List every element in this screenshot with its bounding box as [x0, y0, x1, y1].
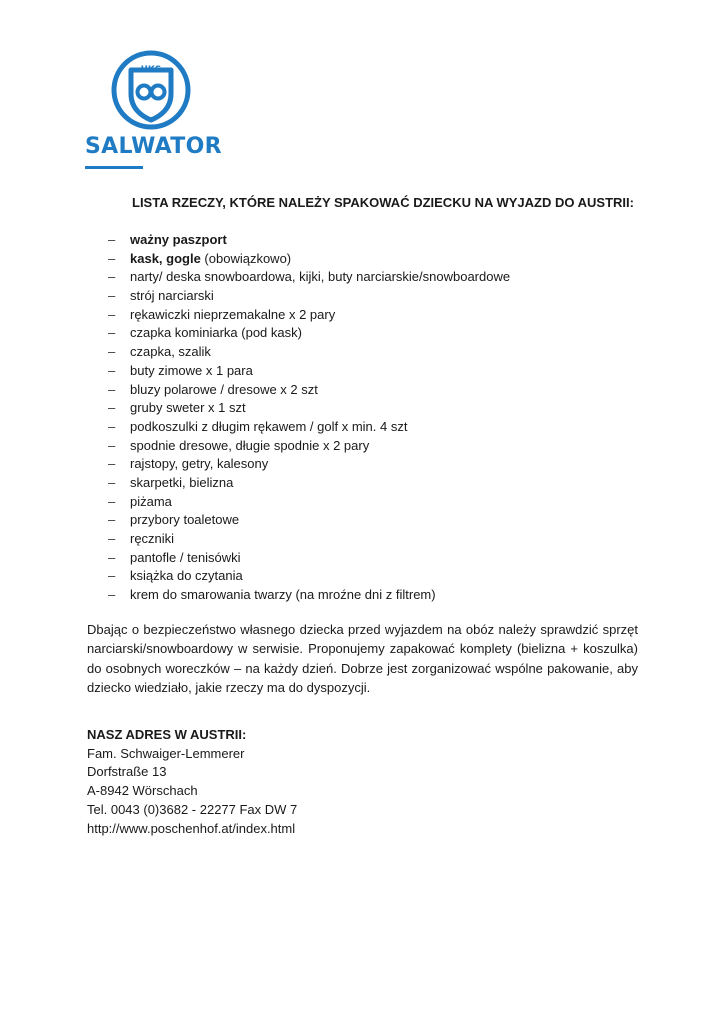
list-item — [108, 231, 510, 250]
bullet-dash: – — [108, 568, 116, 584]
list-item-text: buty zimowe x 1 para — [130, 362, 253, 378]
address-line: Dorfstraße 13 — [87, 764, 167, 780]
club-logo — [85, 50, 222, 172]
bullet-dash: – — [108, 549, 116, 565]
list-item-text: spodnie dresowe, długie spodnie x 2 pary — [130, 437, 370, 453]
address-link[interactable]: http://www.poschenhof.at/index.html — [87, 820, 296, 836]
list-item — [108, 586, 510, 605]
list-item — [108, 287, 510, 306]
list-item-text: gruby sweter x 1 szt — [130, 400, 246, 416]
address-heading: NASZ ADRES W AUSTRII: — [87, 727, 247, 742]
bullet-dash: – — [108, 531, 116, 546]
list-item-text: czapka kominiarka (pod kask) — [130, 325, 302, 341]
bullet-dash: – — [108, 306, 116, 322]
list-item — [108, 511, 510, 530]
badge-text: UKS — [140, 65, 162, 75]
bullet-dash: – — [108, 456, 116, 472]
bullet-dash: – — [108, 493, 116, 509]
list-item — [108, 381, 510, 400]
list-item-text: strój narciarski — [130, 288, 214, 304]
list-item-text: krem do smarowania twarzy (na mroźne dni z filtrem) — [130, 587, 436, 603]
list-item — [108, 437, 510, 456]
list-item-text: ręczniki — [130, 531, 175, 546]
bullet-dash: – — [108, 474, 116, 490]
bullet-dash: – — [108, 325, 116, 341]
list-item — [108, 493, 510, 512]
address-block — [87, 726, 297, 838]
packing-list — [108, 231, 510, 605]
bullet-dash: – — [108, 250, 116, 266]
bullet-dash: – — [108, 512, 116, 528]
bullet-dash: – — [108, 587, 116, 603]
list-item-text: podkoszulki z długim rękawem / golf x min. 4 szt — [130, 418, 408, 434]
list-item-bold: kask, gogle — [130, 250, 201, 266]
bullet-dash: – — [108, 400, 116, 416]
bullet-dash: – — [108, 344, 116, 360]
list-item-text: pantofle / tenisówki — [130, 549, 241, 565]
info-paragraph: Dbając o bezpieczeństwo własnego dziecka przed wyjazdem na obóz należy sprawdzić sprzęt narciarski/snowboardowy w serwisie. Proponujemy zapakować komplety (bielizna + koszulka) do osobnych woreczków – na każdy dzień. Dobrze jest zorganizować wspólne pakowanie, aby dziecko wiedziało, jakie rzeczy ma do dyspozycji. — [87, 622, 638, 695]
list-item-text: rękawiczki nieprzemakalne x 2 pary — [130, 306, 336, 322]
list-item-text: skarpetki, bielizna — [130, 474, 234, 490]
list-item-bold: ważny paszport — [130, 232, 227, 247]
bullet-dash: – — [108, 381, 116, 397]
list-item — [108, 567, 510, 586]
list-item — [108, 418, 510, 437]
list-item-text: (obowiązkowo) — [200, 250, 292, 266]
list-item — [108, 474, 510, 493]
list-item-text: przybory toaletowe — [130, 512, 240, 528]
list-item-text: książka do czytania — [130, 568, 243, 584]
list-item-text: rajstopy, getry, kalesony — [130, 456, 269, 472]
list-item — [108, 343, 510, 362]
list-item-text: bluzy polarowe / dresowe x 2 szt — [130, 381, 318, 397]
address-line: Fam. Schwaiger-Lemmerer — [87, 745, 245, 761]
bullet-dash: – — [108, 269, 116, 285]
list-item — [108, 549, 510, 568]
list-item — [108, 268, 510, 287]
salwator-badge-icon — [109, 50, 193, 134]
bullet-dash: – — [108, 362, 116, 378]
address-line: Tel. 0043 (0)3682 - 22277 Fax DW 7 — [87, 801, 298, 817]
bullet-dash: – — [108, 232, 116, 247]
list-item — [108, 530, 510, 549]
address-line: A-8942 Wörschach — [87, 783, 198, 799]
page-title: LISTA RZECZY, KTÓRE NALEŻY SPAKOWAĆ DZIECKU NA WYJAZD DO AUSTRII: — [132, 195, 634, 210]
logo-underline — [85, 166, 143, 169]
list-item — [108, 362, 510, 381]
list-item — [108, 399, 510, 418]
list-item — [108, 250, 510, 269]
list-item — [108, 306, 510, 325]
list-item-text: piżama — [130, 493, 172, 509]
bullet-dash: – — [108, 437, 116, 453]
list-item — [108, 455, 510, 474]
bullet-dash: – — [108, 418, 116, 434]
list-item-text: czapka, szalik — [130, 344, 211, 360]
list-item — [108, 324, 510, 343]
list-item-text: narty/ deska snowboardowa, kijki, buty narciarskie/snowboardowe — [130, 269, 511, 285]
brand-name: SALWATOR — [85, 134, 222, 159]
bullet-dash: – — [108, 288, 116, 304]
